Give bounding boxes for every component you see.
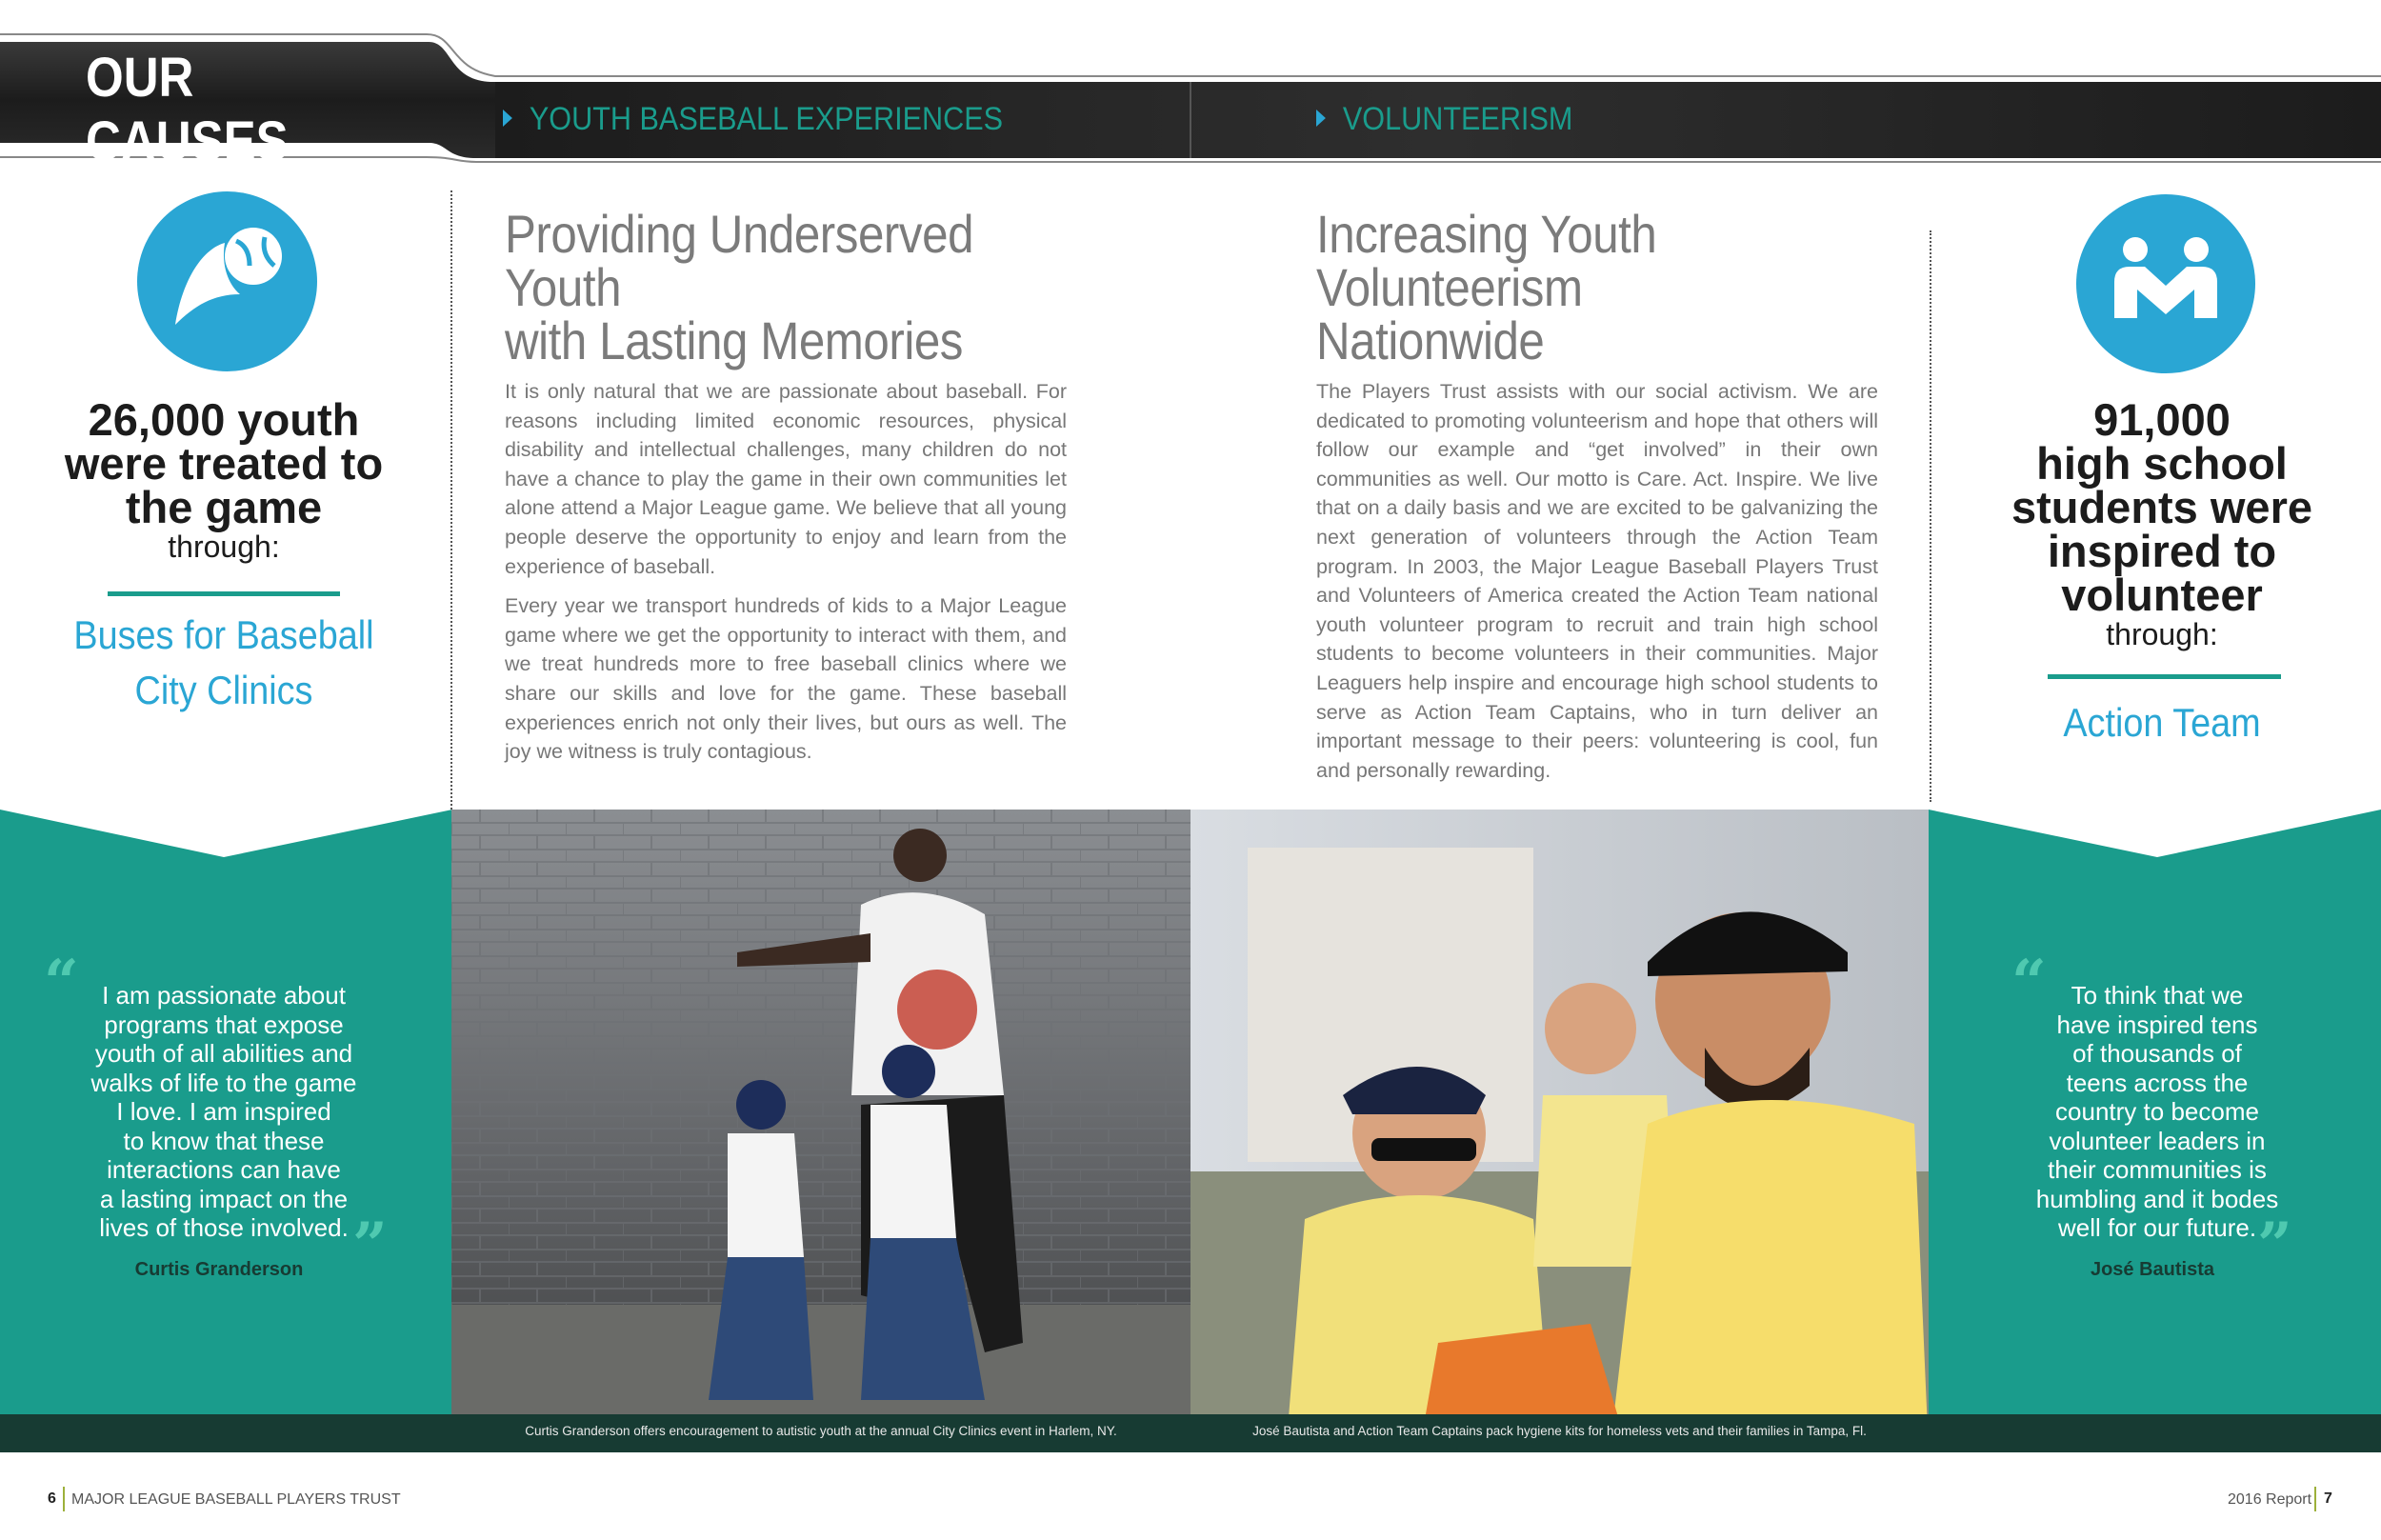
quote-author-left: Curtis Granderson xyxy=(134,1259,304,1280)
stat-line: inspired to xyxy=(2047,526,2277,576)
divider-rule xyxy=(2048,674,2281,679)
footer-divider xyxy=(2314,1487,2316,1511)
footer-report-label: 2016 Report xyxy=(2228,1491,2312,1508)
quote-line: To think that we xyxy=(2071,981,2244,1010)
article-title xyxy=(1316,204,1811,370)
tab-volunteerism[interactable] xyxy=(1316,101,1572,138)
tab-arrow-icon xyxy=(1316,110,1326,127)
program-city-clinics[interactable]: City Clinics xyxy=(134,668,313,712)
tab-label: YOUTH BASEBALL EXPERIENCES xyxy=(529,101,1004,137)
stat-line: were treated to xyxy=(64,438,384,489)
quote-line: teens across the xyxy=(2066,1068,2249,1097)
article-volunteerism xyxy=(1316,204,1878,785)
section-title: OUR CAUSES xyxy=(86,47,289,172)
tab-youth-baseball[interactable] xyxy=(503,101,1003,138)
stat-line: volunteer xyxy=(2061,570,2263,620)
stat-line: 26,000 youth xyxy=(88,394,360,445)
title-line: Providing Underserved Youth xyxy=(505,204,974,317)
quote-line: to know that these xyxy=(123,1126,325,1155)
program-buses-for-baseball[interactable]: Buses for Baseball xyxy=(73,612,374,657)
baseball-icon xyxy=(137,191,317,371)
photo-city-clinics xyxy=(451,810,1190,1452)
program-action-team[interactable]: Action Team xyxy=(2063,700,2261,745)
quote-line: their communities is xyxy=(2048,1155,2267,1184)
quote-line: humbling and it bodes xyxy=(2035,1184,2279,1213)
article-youth-baseball xyxy=(505,204,1067,767)
open-quote-icon: “ xyxy=(2011,947,2047,1018)
stat-headline-left xyxy=(38,394,410,532)
quote-line: I am passionate about xyxy=(102,981,346,1010)
quote-line: lives of those involved. xyxy=(99,1213,349,1242)
quote-left xyxy=(38,981,410,1243)
quote-line: interactions can have xyxy=(107,1155,341,1184)
photo-action-team xyxy=(1190,810,1929,1452)
close-quote-icon: ” xyxy=(352,1210,388,1281)
stat-headline-right xyxy=(1976,394,2348,620)
stat-line: 91,000 xyxy=(2093,394,2231,445)
title-line: Volunteerism Nationwide xyxy=(1316,257,1583,370)
tab-label: VOLUNTEERISM xyxy=(1342,101,1573,137)
quote-line: programs that expose xyxy=(104,1010,344,1039)
quote-line: I love. I am inspired xyxy=(116,1097,331,1126)
quote-right xyxy=(1971,981,2343,1243)
title-line: with Lasting Memories xyxy=(505,310,964,370)
footer-publisher: MAJOR LEAGUE BASEBALL PLAYERS TRUST xyxy=(71,1491,401,1508)
page-number-right: 7 xyxy=(2324,1490,2332,1507)
page-number-left: 6 xyxy=(48,1490,56,1507)
footer-divider xyxy=(63,1487,65,1511)
divider-rule xyxy=(108,591,340,596)
quote-author-right: José Bautista xyxy=(2090,1259,2215,1280)
through-label: through: xyxy=(168,530,280,564)
quote-line: walks of life to the game xyxy=(90,1068,357,1097)
quote-line: well for our future. xyxy=(2057,1213,2257,1242)
stat-line: students were xyxy=(2011,482,2313,532)
stat-line: the game xyxy=(125,482,323,532)
program-list-right xyxy=(1995,695,2330,750)
column-divider xyxy=(1930,230,1931,802)
quote-line: a lasting impact on the xyxy=(99,1184,349,1213)
title-line: Increasing Youth xyxy=(1316,204,1657,264)
photo-caption-left: Curtis Granderson offers encouragement to autistic youth at the annual City Clinics event in Harlem, NY. xyxy=(525,1424,1117,1438)
quote-line: country to become xyxy=(2055,1097,2259,1126)
volunteer-hands-icon xyxy=(2076,194,2255,373)
stat-line: high school xyxy=(2036,438,2288,489)
program-list-left xyxy=(57,608,391,718)
article-paragraph: It is only natural that we are passionate about baseball. For reasons including limited economic resources, physical disability and intellectual challenges, many children do not have a chance to play the game in their own communities let alone attend a Major League game. We believe that all young people deserve the opportunity to enjoy and learn from the experience of baseball. xyxy=(505,380,1067,578)
close-quote-icon: ” xyxy=(2257,1210,2292,1281)
photo-caption-right: José Bautista and Action Team Captains pack hygiene kits for homeless vets and their families in Tampa, Fl. xyxy=(1252,1424,1867,1438)
tab-arrow-icon xyxy=(503,110,512,127)
article-title xyxy=(505,204,999,370)
open-quote-icon: “ xyxy=(44,947,79,1018)
article-paragraph: Every year we transport hundreds of kids to a Major League game where we get the opportunity to interact with them, and we treat hundreds more to free baseball clinics where we share our skills and love for the game. These baseball experiences enrich not only their lives, but ours as well. The joy we witness is truly contagious. xyxy=(505,594,1067,764)
quote-line: of thousands of xyxy=(2072,1039,2242,1068)
quote-line: have inspired tens xyxy=(2056,1010,2258,1039)
through-label: through: xyxy=(2106,617,2218,651)
quote-line: volunteer leaders in xyxy=(2049,1126,2266,1155)
column-divider xyxy=(450,190,452,810)
article-paragraph: The Players Trust assists with our social activism. We are dedicated to promoting volunteerism and hope that others will follow our example and “get involved” in their own communities as well. Our motto is Care. Act. Inspire. We live that on a daily basis and we are excited to be galvanizing the next generation of volunteers through the Action Team program. In 2003, the Major League Baseball Players Trust and Volunteers of America created the Action Team national youth volunteer program to recruit and train high school students to become volunteers in their communities. Major Leaguers help inspire and encourage high school students to serve as Action Team Captains, who in turn deliver an important message to their peers: volunteering is cool, fun and personally rewarding. xyxy=(1316,380,1878,782)
quote-line: youth of all abilities and xyxy=(94,1039,353,1068)
